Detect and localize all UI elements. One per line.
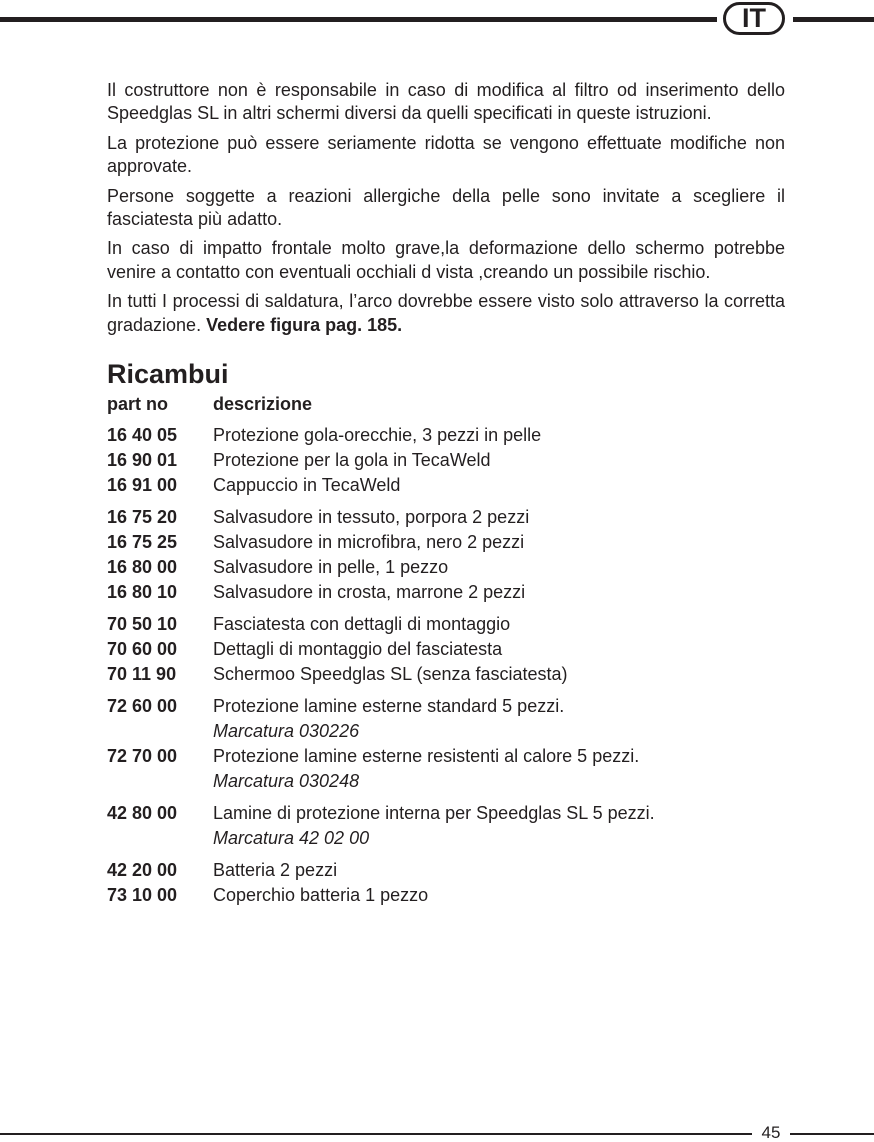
parts-group <box>107 612 785 687</box>
parts-group <box>107 694 785 794</box>
part-description-text: Cappuccio in TecaWeld <box>213 475 401 496</box>
parts-row <box>107 448 785 473</box>
part-description <box>213 530 785 555</box>
paragraph <box>107 290 785 337</box>
part-description-text: Salvasudore in pelle, 1 pezzo <box>213 557 449 578</box>
parts-row <box>107 744 785 794</box>
part-description-text: Protezione lamine esterne resistenti al calore 5 pezzi. <box>213 746 640 767</box>
paragraph <box>107 185 785 232</box>
parts-table-body <box>107 423 785 908</box>
safety-notes <box>107 79 785 337</box>
page-number: 45 <box>761 1123 781 1142</box>
part-number: 16 40 05 <box>107 425 178 446</box>
language-badge: IT <box>723 2 785 35</box>
part-number: 72 60 00 <box>107 696 178 717</box>
part-description-text: Fasciatesta con dettagli di montaggio <box>213 614 511 635</box>
part-description-text: Salvasudore in crosta, marrone 2 pezzi <box>213 582 526 603</box>
parts-row <box>107 858 785 883</box>
part-description-text: Schermoo Speedglas SL (senza fasciatesta) <box>213 664 568 685</box>
part-description <box>213 744 785 794</box>
footer-rule-right <box>790 1133 874 1135</box>
part-description <box>213 505 785 530</box>
footer-rule-left <box>0 1133 752 1135</box>
part-number: 42 20 00 <box>107 860 178 881</box>
parts-row <box>107 555 785 580</box>
paragraph <box>107 79 785 126</box>
parts-row <box>107 505 785 530</box>
part-number: 70 11 90 <box>107 664 177 685</box>
parts-row <box>107 637 785 662</box>
part-description <box>213 883 785 908</box>
part-number: 16 80 00 <box>107 557 178 578</box>
part-number: 16 75 25 <box>107 532 178 553</box>
part-number: 16 90 01 <box>107 450 178 471</box>
part-description <box>213 662 785 687</box>
parts-row <box>107 580 785 605</box>
part-description <box>213 448 785 473</box>
paragraph-text: Il costruttore non è responsabile in caso di modifica al filtro od inserimento dello Speedglas SL in altri schermi diversi da quelli specificati in queste istruzioni. <box>107 80 785 124</box>
paragraph-text: Persone soggette a reazioni allergiche della pelle sono invitate a scegliere il fasciatesta più adatto. <box>107 185 785 230</box>
part-description <box>213 858 785 883</box>
parts-row <box>107 612 785 637</box>
parts-row <box>107 473 785 498</box>
parts-table-header <box>107 392 785 416</box>
part-number: 70 50 10 <box>107 614 178 635</box>
part-no-header: part no <box>107 394 168 415</box>
part-description-text: Protezione gola-orecchie, 3 pezzi in pelle <box>213 425 542 446</box>
parts-row <box>107 883 785 908</box>
part-description-text: Salvasudore in microfibra, nero 2 pezzi <box>213 532 525 553</box>
parts-row <box>107 530 785 555</box>
part-description <box>213 612 785 637</box>
description-header: descrizione <box>213 394 313 415</box>
paragraph <box>107 237 785 284</box>
part-description-text: Coperchio batteria 1 pezzo <box>213 885 429 906</box>
part-description <box>213 801 785 851</box>
part-description <box>213 694 785 744</box>
paragraph <box>107 132 785 179</box>
part-number: 16 75 20 <box>107 507 178 528</box>
part-description <box>213 555 785 580</box>
parts-group <box>107 505 785 605</box>
part-description-text: Batteria 2 pezzi <box>213 860 338 881</box>
part-number: 16 80 10 <box>107 582 178 603</box>
figure-reference: Vedere figura pag. 185. <box>206 314 403 335</box>
part-description <box>213 473 785 498</box>
page-content <box>107 79 785 908</box>
parts-row <box>107 694 785 744</box>
section-title: Ricambui <box>107 359 229 390</box>
part-number: 16 91 00 <box>107 475 178 496</box>
parts-group <box>107 801 785 851</box>
paragraph-text: La protezione può essere seriamente ridotta se vengono effettuate modifiche non approvate. <box>107 132 785 177</box>
header-rule-left <box>0 17 717 22</box>
paragraph-text: In tutti I processi di saldatura, l’arco dovrebbe essere visto solo attraverso la corretta gradazione. <box>107 291 785 335</box>
parts-group <box>107 858 785 908</box>
part-marking: Marcatura 030248 <box>213 771 360 792</box>
part-marking: Marcatura 42 02 00 <box>213 828 370 849</box>
part-description-text: Protezione lamine esterne standard 5 pezzi. <box>213 696 565 717</box>
part-description <box>213 637 785 662</box>
part-number: 70 60 00 <box>107 639 178 660</box>
part-description-text: Lamine di protezione interna per Speedglas SL 5 pezzi. <box>213 803 655 824</box>
part-description-text: Protezione per la gola in TecaWeld <box>213 450 491 471</box>
parts-row <box>107 662 785 687</box>
part-number: 72 70 00 <box>107 746 178 767</box>
parts-group <box>107 423 785 498</box>
part-description <box>213 423 785 448</box>
parts-row <box>107 801 785 851</box>
part-marking: Marcatura 030226 <box>213 721 360 742</box>
parts-row <box>107 423 785 448</box>
paragraph-text: In caso di impatto frontale molto grave,la deformazione dello schermo potrebbe venire a contatto con eventuali occhiali d vista ,creando un possibile rischio. <box>107 238 785 282</box>
part-description-text: Salvasudore in tessuto, porpora 2 pezzi <box>213 507 530 528</box>
header-rule-right <box>793 17 874 22</box>
part-number: 42 80 00 <box>107 803 178 824</box>
part-number: 73 10 00 <box>107 885 178 906</box>
part-description-text: Dettagli di montaggio del fasciatesta <box>213 639 503 660</box>
part-description <box>213 580 785 605</box>
